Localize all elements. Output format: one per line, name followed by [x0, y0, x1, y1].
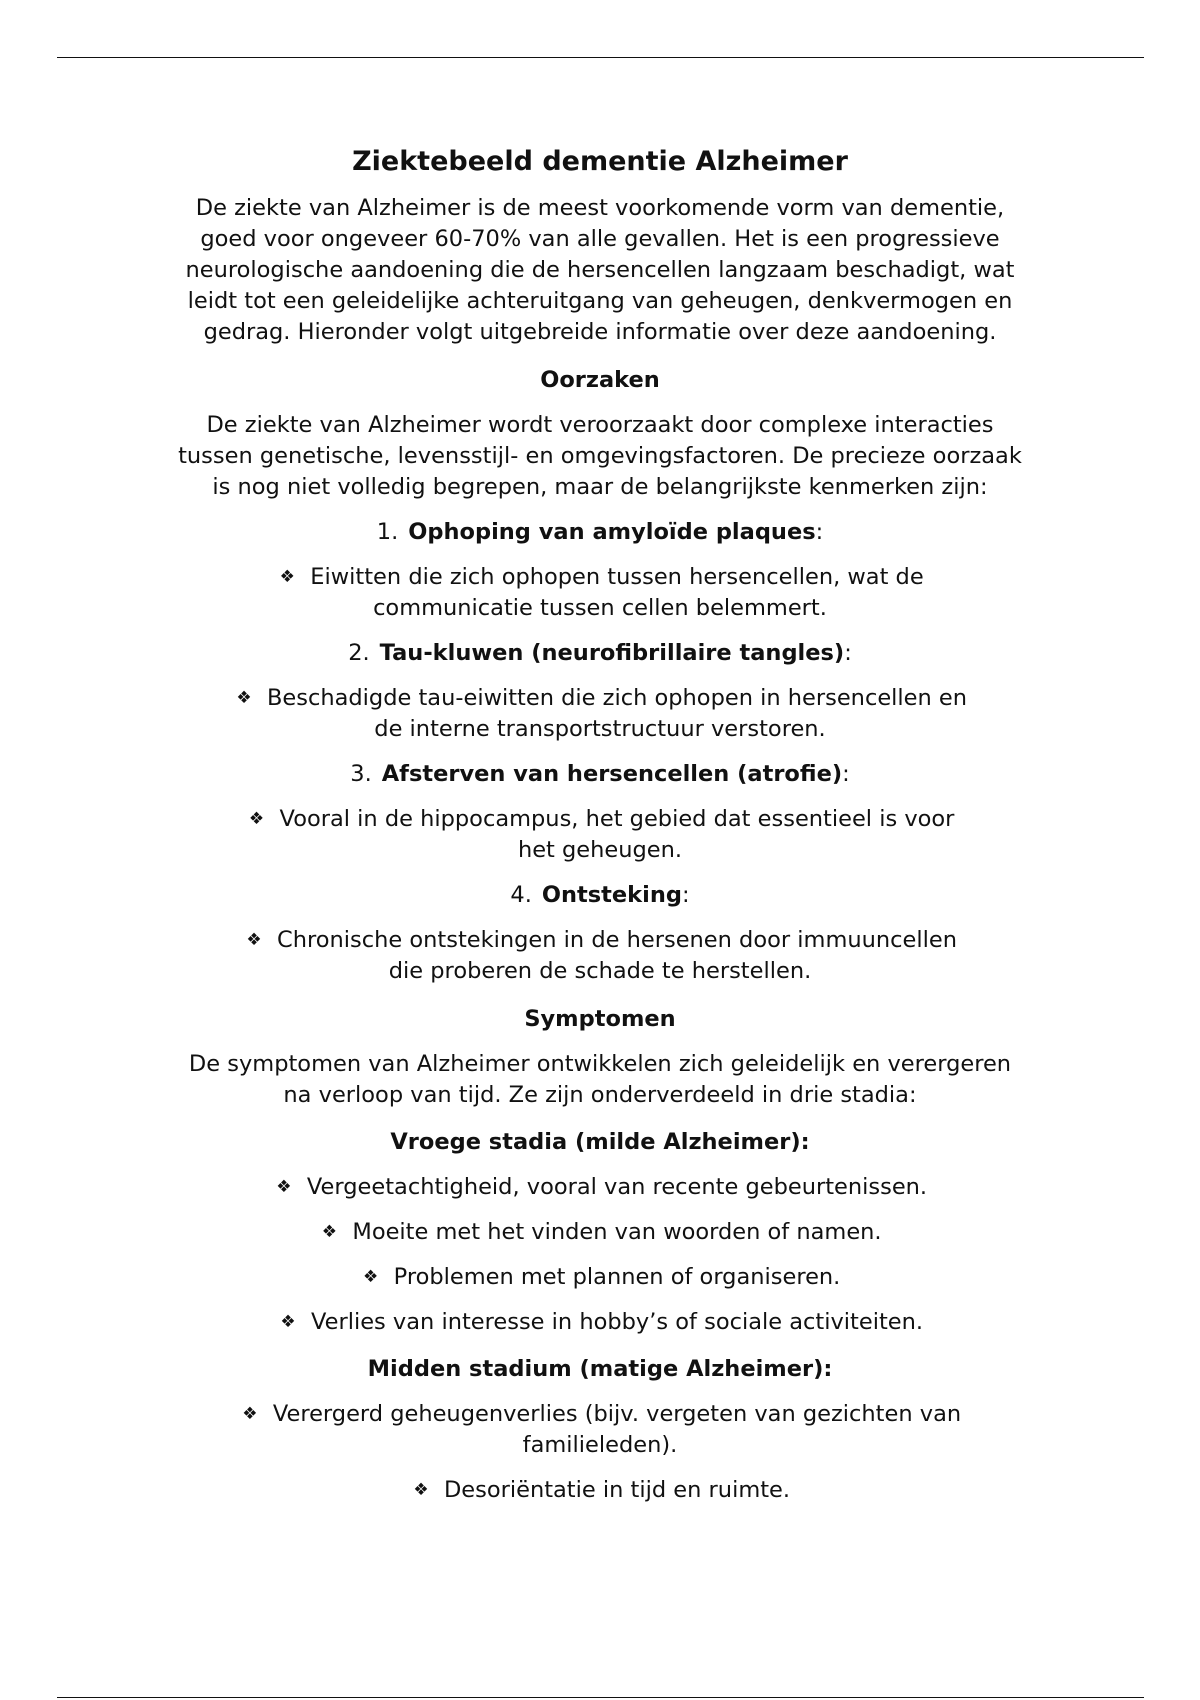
footer-rule — [57, 1697, 1144, 1698]
diamond-bullet-icon: ❖ — [280, 1312, 296, 1333]
bullet-text: de interne transportstructuur verstoren. — [374, 716, 826, 743]
diamond-bullet-icon: ❖ — [236, 688, 252, 709]
middle-stage-heading: Midden stadium (matige Alzheimer): — [367, 1356, 833, 1383]
cause-number: 2. — [348, 640, 370, 667]
early-bullet — [0, 1262, 1200, 1293]
bullet-text: familieleden). — [522, 1432, 678, 1459]
bullet-text: Moeite met het vinden van woorden of namen. — [352, 1219, 882, 1246]
cause-bullet-2 — [0, 683, 1200, 745]
document-body — [0, 135, 1200, 1520]
symptoms-paragraph — [140, 1049, 1060, 1111]
intro-line: De ziekte van Alzheimer is de meest voorkomende vorm van dementie, — [195, 195, 1005, 222]
bullet-text: het geheugen. — [517, 837, 683, 864]
cause-label: Afsterven van hersencellen (atrofie) — [381, 761, 843, 788]
bullet-text: Chronische ontstekingen in de hersenen door immuuncellen — [277, 927, 957, 954]
diamond-bullet-icon: ❖ — [276, 1177, 292, 1198]
cause-number: 4. — [510, 882, 532, 909]
symptoms-heading: Symptomen — [524, 1006, 676, 1033]
cause-label: Ophoping van amyloïde plaques — [408, 519, 816, 546]
cause-suffix: : — [815, 519, 824, 546]
bullet-text: communicatie tussen cellen belemmert. — [373, 595, 827, 622]
early-bullet — [0, 1217, 1200, 1248]
bullet-text: Verlies van interesse in hobby’s of sociale activiteiten. — [310, 1309, 924, 1336]
cause-label: Ontsteking — [541, 882, 682, 909]
cause-number: 3. — [350, 761, 372, 788]
cause-number: 1. — [376, 519, 399, 546]
diamond-bullet-icon: ❖ — [242, 1404, 258, 1425]
intro-paragraph — [140, 193, 1060, 348]
cause-suffix: : — [844, 640, 852, 667]
document-title: Ziektebeeld dementie Alzheimer — [352, 146, 848, 177]
early-stage-heading: Vroege stadia (milde Alzheimer): — [390, 1129, 810, 1156]
causes-paragraph — [140, 410, 1060, 503]
cause-bullet-3 — [0, 804, 1200, 866]
diamond-bullet-icon: ❖ — [279, 567, 295, 588]
cause-bullet-4 — [0, 925, 1200, 987]
bullet-text: Verergerd geheugenverlies (bijv. vergeten van gezichten van — [272, 1401, 962, 1428]
intro-line: leidt tot een geleidelijke achteruitgang van geheugen, denkvermogen en — [187, 288, 1013, 315]
bullet-text: Vergeetachtigheid, vooral van recente gebeurtenissen. — [306, 1174, 928, 1201]
cause-suffix: : — [842, 761, 850, 788]
early-bullet — [0, 1307, 1200, 1338]
cause-item-3 — [0, 759, 1200, 790]
early-bullet — [0, 1172, 1200, 1203]
intro-line: goed voor ongeveer 60-70% van alle gevallen. Het is een progressieve — [200, 226, 1000, 253]
middle-bullet — [0, 1475, 1200, 1506]
bullet-text: Vooral in de hippocampus, het gebied dat essentieel is voor — [279, 806, 955, 833]
bullet-text: Beschadigde tau-eiwitten die zich ophopen in hersencellen en — [266, 685, 968, 712]
bullet-text: die proberen de schade te herstellen. — [388, 958, 812, 985]
middle-bullet — [0, 1399, 1200, 1461]
diamond-bullet-icon: ❖ — [321, 1222, 338, 1243]
cause-bullet-1 — [0, 562, 1200, 624]
causes-line: tussen genetische, levensstijl- en omgevingsfactoren. De precieze oorzaak — [178, 443, 1022, 470]
bullet-text: Desoriëntatie in tijd en ruimte. — [443, 1477, 791, 1504]
intro-line: gedrag. Hieronder volgt uitgebreide informatie over deze aandoening. — [203, 319, 997, 346]
symptoms-line: De symptomen van Alzheimer ontwikkelen zich geleidelijk en verergeren — [188, 1051, 1012, 1078]
diamond-bullet-icon: ❖ — [363, 1267, 379, 1288]
bullet-text: Problemen met plannen of organiseren. — [393, 1264, 841, 1291]
cause-item-2 — [0, 638, 1200, 669]
causes-line: is nog niet volledig begrepen, maar de belangrijkste kenmerken zijn: — [212, 474, 988, 501]
diamond-bullet-icon: ❖ — [248, 809, 265, 830]
symptoms-line: na verloop van tijd. Ze zijn onderverdeeld in drie stadia: — [283, 1082, 917, 1109]
causes-heading: Oorzaken — [540, 367, 660, 394]
header-rule — [57, 57, 1144, 58]
cause-suffix: : — [681, 882, 690, 909]
cause-item-4 — [0, 880, 1200, 911]
intro-line: neurologische aandoening die de hersencellen langzaam beschadigt, wat — [185, 257, 1015, 284]
cause-label: Tau-kluwen (neurofibrillaire tangles) — [379, 640, 845, 667]
cause-item-1 — [0, 517, 1200, 548]
diamond-bullet-icon: ❖ — [413, 1480, 429, 1501]
causes-line: De ziekte van Alzheimer wordt veroorzaakt door complexe interacties — [206, 412, 994, 439]
bullet-text: Eiwitten die zich ophopen tussen hersencellen, wat de — [310, 564, 924, 591]
diamond-bullet-icon: ❖ — [246, 930, 262, 951]
